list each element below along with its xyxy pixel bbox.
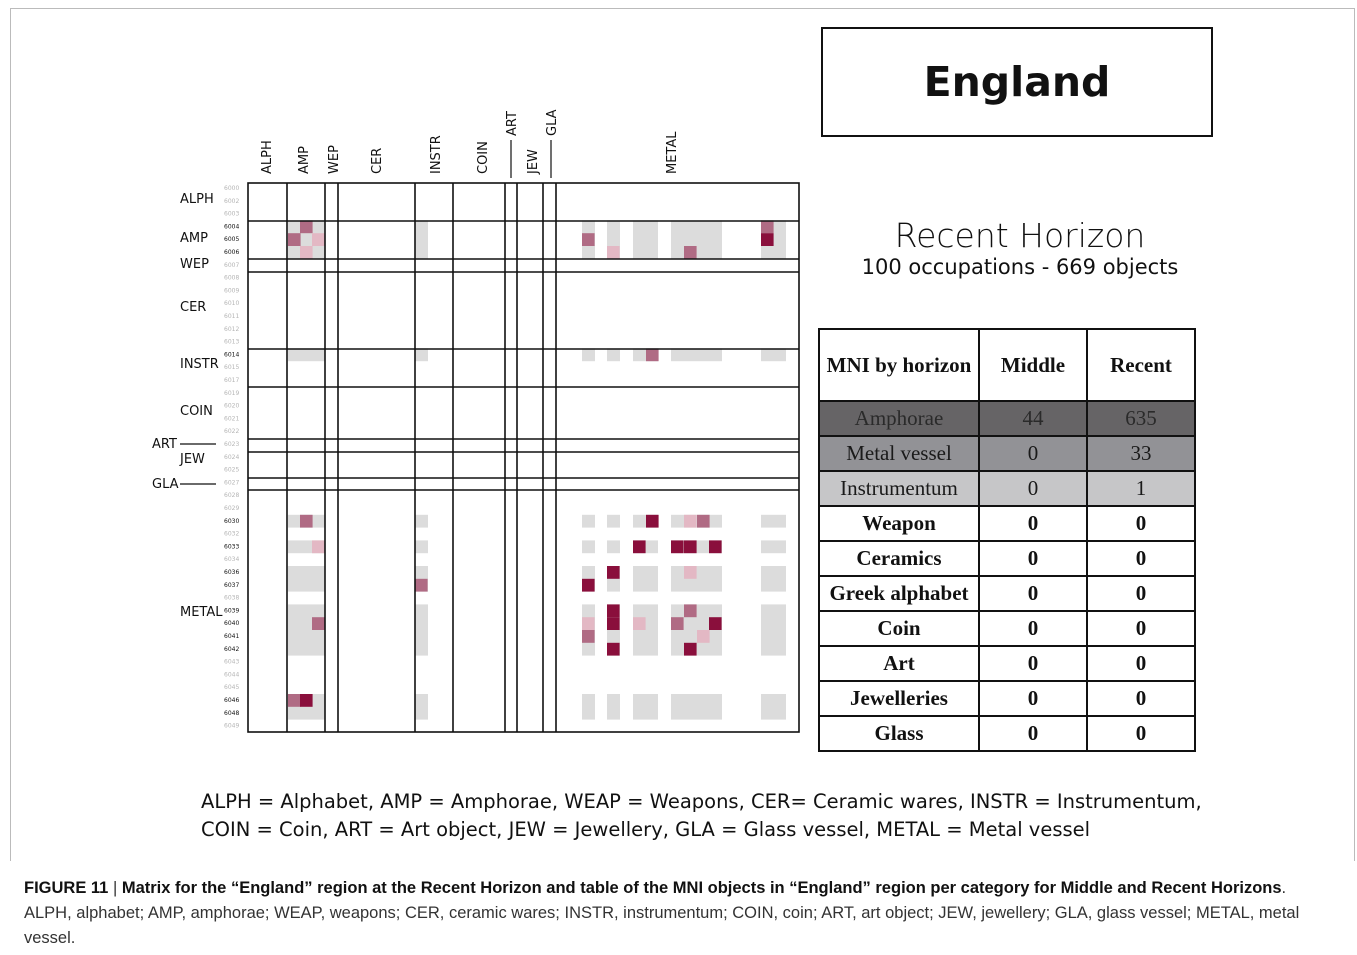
row-code: 6019 (224, 389, 240, 397)
table-cell-middle: 44 (979, 401, 1087, 436)
row-label: COIN (180, 404, 213, 419)
grey-cell (607, 540, 620, 553)
table-row (819, 401, 1195, 436)
grey-cell (633, 220, 658, 258)
row-code: 6049 (224, 722, 240, 730)
matrix-cell (761, 220, 774, 233)
matrix-cell (684, 643, 697, 656)
row-code: 6015 (224, 364, 240, 372)
grey-cell (633, 566, 658, 592)
matrix-cell (582, 630, 595, 643)
table-cell-recent: 0 (1087, 576, 1195, 611)
table-header-label: MNI by horizon (819, 329, 979, 401)
figure-caption (24, 876, 1329, 951)
row-code: 6020 (224, 402, 240, 410)
abbreviation-legend (201, 788, 1202, 844)
row-code: 6014 (224, 351, 240, 359)
table-cell-middle: 0 (979, 436, 1087, 471)
row-code: 6006 (224, 249, 240, 256)
matrix-cell (684, 540, 697, 553)
grey-cell (607, 515, 620, 528)
grey-cell (671, 694, 722, 720)
table-cell-label: Art (819, 646, 979, 681)
matrix-cell (312, 617, 325, 630)
matrix-cell (709, 540, 722, 553)
column-label: AMP (297, 146, 312, 174)
legend-line-2: COIN = Coin, ART = Art object, JEW = Jewellery, GLA = Glass vessel, METAL = Metal vessel (201, 818, 1091, 841)
caption-separator: | (108, 879, 122, 897)
matrix-cell (684, 515, 697, 528)
table-row (819, 471, 1195, 506)
row-label: INSTR (180, 357, 219, 372)
matrix-cell (633, 617, 646, 630)
region-box (821, 27, 1213, 137)
matrix-cell (671, 617, 684, 630)
row-code: 6017 (224, 377, 240, 384)
row-label: ALPH (180, 192, 214, 207)
row-code: 6008 (224, 274, 240, 282)
row-code: 6024 (224, 453, 240, 461)
column-label: WEP (327, 145, 342, 174)
matrix-cell (697, 630, 710, 643)
grey-cell (582, 694, 595, 720)
grey-cell (582, 515, 595, 528)
table-cell-recent: 33 (1087, 436, 1195, 471)
table-cell-middle: 0 (979, 541, 1087, 576)
matrix-cell (312, 540, 325, 553)
column-label: GLA (545, 109, 560, 136)
row-code: 6002 (224, 197, 240, 205)
row-code: 6011 (224, 313, 240, 320)
grey-cell (761, 515, 786, 528)
matrix-cell (300, 694, 313, 707)
row-code: 6046 (224, 697, 240, 704)
matrix-cell (646, 515, 659, 528)
table-cell-recent: 0 (1087, 506, 1195, 541)
table-cell-recent: 0 (1087, 646, 1195, 681)
table-cell-middle: 0 (979, 611, 1087, 646)
grey-cell (761, 694, 786, 720)
grey-cell (607, 348, 620, 361)
row-code: 6009 (224, 287, 240, 295)
matrix-cell (288, 233, 301, 246)
grey-cell (415, 540, 428, 553)
table-cell-recent: 635 (1087, 401, 1195, 436)
table-cell-recent: 0 (1087, 716, 1195, 751)
row-code: 6012 (224, 325, 240, 333)
matrix-cell (761, 233, 774, 246)
table-row (819, 611, 1195, 646)
table-cell-middle: 0 (979, 681, 1087, 716)
row-code: 6034 (224, 556, 240, 564)
matrix-cell (415, 579, 428, 592)
row-code: 6027 (224, 479, 240, 487)
matrix-cell (646, 348, 659, 361)
grey-cell (415, 694, 428, 720)
table-cell-label: Amphorae (819, 401, 979, 436)
table-cell-middle: 0 (979, 716, 1087, 751)
column-label: JEW (526, 149, 541, 174)
row-label: AMP (180, 231, 208, 246)
grey-cell (761, 348, 786, 361)
grey-cell (671, 348, 722, 361)
grey-cell (415, 220, 428, 258)
row-code: 6023 (224, 441, 240, 448)
matrix-cell (300, 220, 313, 233)
grey-cell (633, 694, 658, 720)
matrix-cell (288, 694, 301, 707)
row-code: 6005 (224, 236, 240, 244)
row-code: 6048 (224, 709, 240, 717)
row-code: 6032 (224, 530, 240, 538)
row-code: 6041 (224, 633, 240, 640)
matrix-cell (684, 566, 697, 579)
table-cell-label: Coin (819, 611, 979, 646)
row-code: 6021 (224, 415, 240, 423)
row-label: CER (180, 300, 207, 315)
table-cell-middle: 0 (979, 506, 1087, 541)
column-label: CER (370, 147, 385, 174)
caption-bold: Matrix for the “England” region at the Recent Horizon and table of the MNI objects in “England” region per category for Middle and Recent Horizons (121, 879, 1282, 897)
row-code: 6033 (224, 543, 240, 551)
table-cell-label: Greek alphabet (819, 576, 979, 611)
row-label: JEW (180, 452, 205, 467)
row-code: 6000 (224, 185, 240, 192)
grey-cell (288, 566, 325, 592)
table-cell-recent: 0 (1087, 541, 1195, 576)
co-occurrence-matrix (0, 0, 810, 740)
column-label: INSTR (429, 135, 444, 174)
row-code: 6045 (224, 684, 240, 692)
grey-cell (415, 515, 428, 528)
table-row (819, 681, 1195, 716)
row-code: 6007 (224, 261, 240, 269)
row-label: GLA (152, 477, 179, 492)
grey-cell (761, 604, 786, 655)
mni-table (818, 328, 1196, 752)
table-cell-label: Instrumentum (819, 471, 979, 506)
horizon-title: Recent Horizon (894, 216, 1146, 255)
matrix-cell (607, 643, 620, 656)
grey-cell (288, 348, 325, 361)
matrix-cell (312, 233, 325, 246)
grey-cell (761, 566, 786, 592)
matrix-cell (671, 540, 684, 553)
table-cell-label: Metal vessel (819, 436, 979, 471)
table-row (819, 506, 1195, 541)
table-cell-middle: 0 (979, 646, 1087, 681)
caption-label: FIGURE 11 (24, 879, 109, 897)
matrix-cell (582, 233, 595, 246)
table-cell-recent: 1 (1087, 471, 1195, 506)
matrix-cell (697, 515, 710, 528)
row-code: 6037 (224, 581, 240, 589)
row-code: 6044 (224, 671, 240, 679)
table-header-recent: Recent (1087, 329, 1195, 401)
row-code: 6003 (224, 210, 240, 218)
row-code: 6038 (224, 594, 240, 602)
grey-cell (582, 540, 595, 553)
table-cell-label: Jewelleries (819, 681, 979, 716)
matrix-cell (684, 246, 697, 259)
grey-cell (607, 694, 620, 720)
matrix-cell (684, 604, 697, 617)
matrix-cell (582, 579, 595, 592)
table-cell-label: Weapon (819, 506, 979, 541)
row-label: METAL (180, 605, 223, 620)
table-row (819, 646, 1195, 681)
row-code: 6004 (224, 223, 240, 231)
matrix-cell (633, 540, 646, 553)
table-cell-middle: 0 (979, 576, 1087, 611)
matrix-cell (582, 617, 595, 630)
matrix-cell (607, 604, 620, 617)
row-code: 6043 (224, 658, 240, 666)
row-code: 6013 (224, 338, 240, 346)
row-code: 6025 (224, 466, 240, 474)
row-code: 6039 (224, 607, 240, 615)
row-code: 6030 (224, 517, 240, 525)
legend-line-1: ALPH = Alphabet, AMP = Amphorae, WEAP = Weapons, CER= Ceramic wares, INSTR = Instrumentum, (201, 790, 1202, 813)
table-cell-recent: 0 (1087, 681, 1195, 716)
table-row (819, 576, 1195, 611)
grey-cell (415, 348, 428, 361)
matrix-cell (709, 617, 722, 630)
matrix-cell (607, 246, 620, 259)
table-row (819, 436, 1195, 471)
column-label: ALPH (260, 140, 275, 174)
table-header-middle: Middle (979, 329, 1087, 401)
row-code: 6028 (224, 492, 240, 500)
table-cell-recent: 0 (1087, 611, 1195, 646)
matrix-cell (607, 617, 620, 630)
table-cell-middle: 0 (979, 471, 1087, 506)
row-code: 6036 (224, 569, 240, 576)
row-label: ART (152, 437, 177, 452)
table-cell-label: Glass (819, 716, 979, 751)
row-code: 6042 (224, 645, 240, 653)
row-label: WEP (180, 257, 209, 272)
row-code: 6022 (224, 428, 240, 436)
horizon-subtitle: 100 occupations - 669 objects (861, 255, 1179, 279)
row-code: 6010 (224, 300, 240, 308)
table-row (819, 716, 1195, 751)
table-row (819, 541, 1195, 576)
row-code: 6029 (224, 505, 240, 512)
grey-cell (761, 540, 786, 553)
matrix-cell (607, 566, 620, 579)
grey-cell (582, 348, 595, 361)
matrix-cell (300, 515, 313, 528)
region-title: England (923, 58, 1111, 106)
row-code: 6040 (224, 620, 240, 628)
column-label: ART (505, 111, 520, 136)
column-label: METAL (665, 131, 680, 174)
caption-rest: . ALPH, alphabet; AMP, amphorae; WEAP, weapons; CER, ceramic wares; INSTR, instrumentum; COIN, coin; ART, art object; JEW, jewellery; GLA, glass vessel; METAL, metal vessel. (24, 879, 1300, 947)
matrix-cell (300, 246, 313, 259)
table-cell-label: Ceramics (819, 541, 979, 576)
table-header-row (819, 329, 1195, 401)
column-label: COIN (476, 141, 491, 174)
grey-cell (415, 604, 428, 655)
